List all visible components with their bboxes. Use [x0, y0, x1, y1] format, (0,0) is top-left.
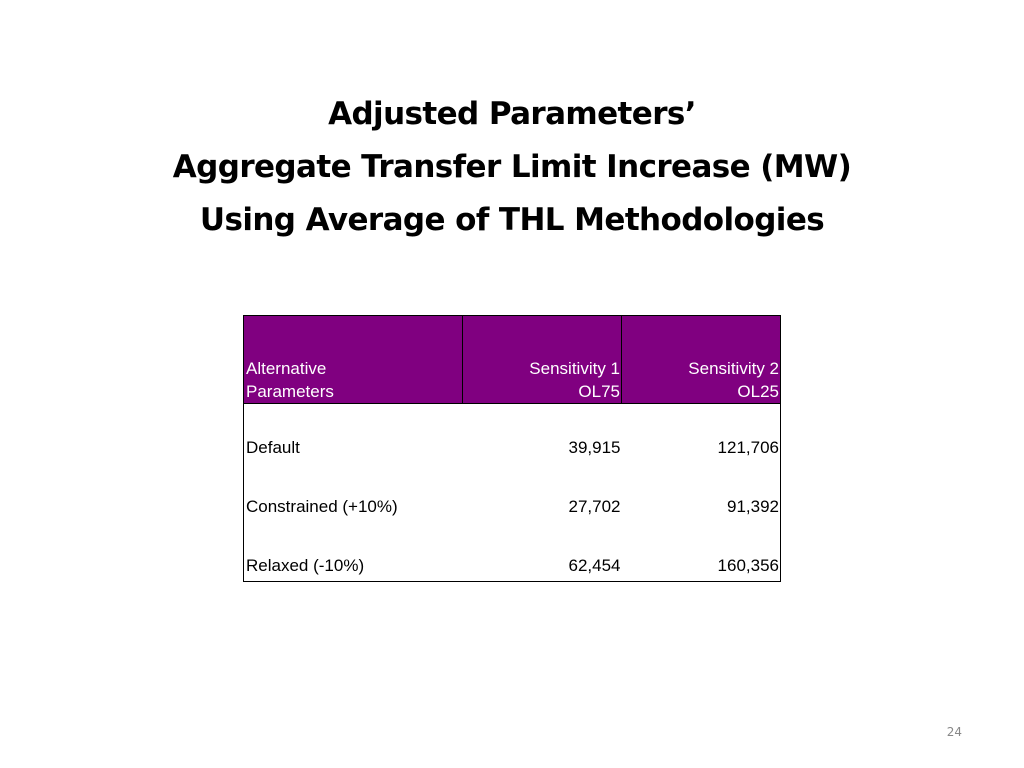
header-s1-line-1: Sensitivity 1: [529, 359, 620, 378]
row-param-cell: Constrained (+10%): [246, 497, 398, 516]
row-sensitivity-2-cell: 160,356: [717, 556, 779, 575]
row-sensitivity-1-cell: 39,915: [568, 438, 621, 457]
row-sensitivity-1-cell: 62,454: [568, 556, 621, 575]
header-s1-line-2: OL75: [578, 382, 620, 401]
page-number: 24: [946, 725, 962, 739]
title-line-1: Adjusted Parameters’: [328, 96, 696, 132]
header-s2-line-2: OL25: [737, 382, 779, 401]
row-sensitivity-2-cell: 91,392: [727, 497, 779, 516]
header-param-line-2: Parameters: [246, 382, 334, 401]
row-param-cell: Relaxed (-10%): [246, 556, 365, 575]
header-param-line-1: Alternative: [246, 359, 327, 378]
row-param-cell: Default: [246, 438, 300, 457]
table-row: [244, 463, 781, 522]
title-line-2: Aggregate Transfer Limit Increase (MW): [172, 149, 852, 185]
table-header-row: [244, 316, 781, 404]
header-s2-line-1: Sensitivity 2: [688, 359, 779, 378]
header-sensitivity-2: [622, 316, 781, 404]
title-line-3: Using Average of THL Methodologies: [199, 202, 825, 238]
transfer-limit-table: [243, 315, 781, 582]
table-row: [244, 522, 781, 582]
header-alternative-parameters: [244, 316, 463, 404]
row-sensitivity-1-cell: 27,702: [568, 497, 621, 516]
slide-title: [0, 88, 1024, 247]
header-sensitivity-1: [463, 316, 622, 404]
table-row: [244, 404, 781, 464]
row-sensitivity-2-cell: 121,706: [717, 438, 779, 457]
